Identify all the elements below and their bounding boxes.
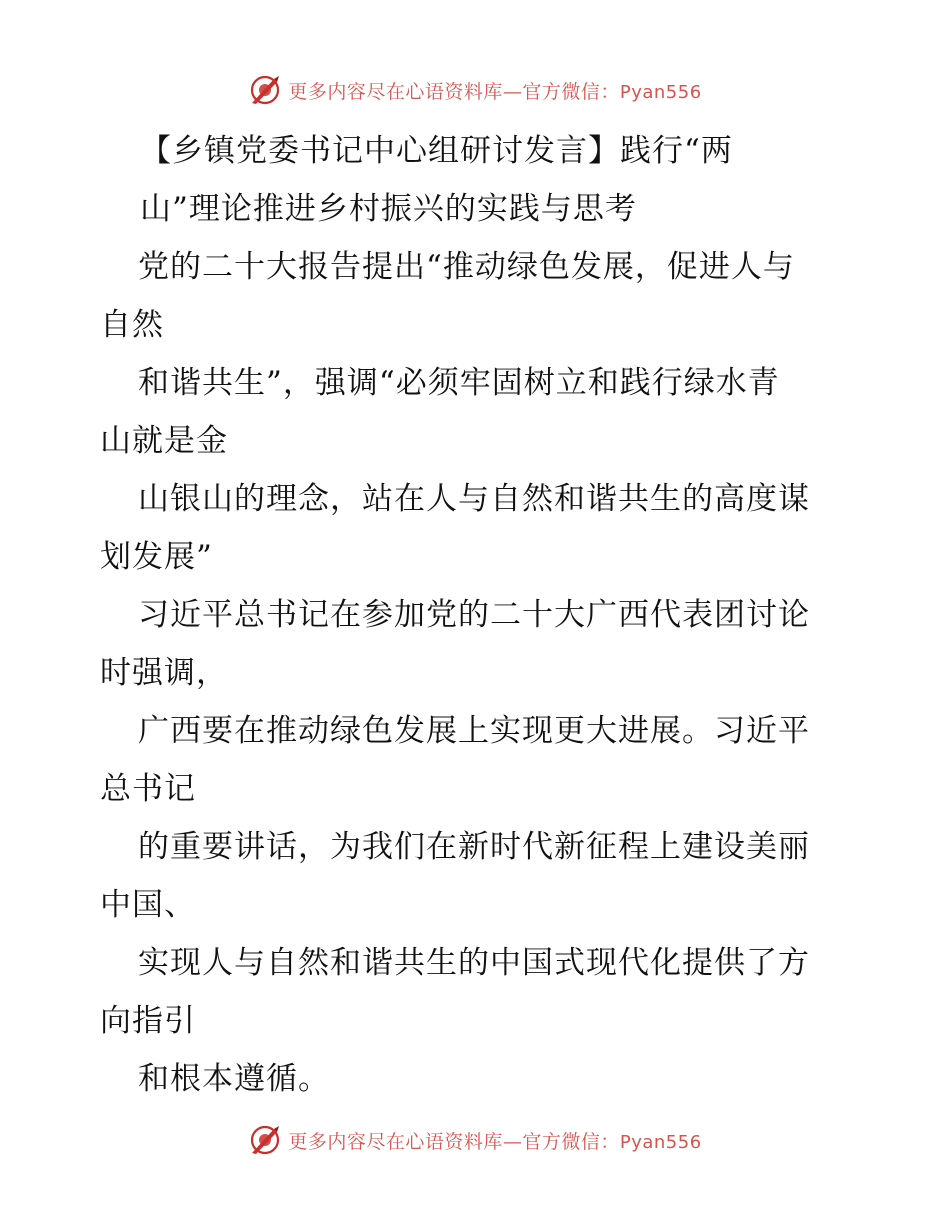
quill-pen-seal-icon	[248, 73, 282, 107]
footer-banner	[0, 1120, 950, 1160]
paragraph-line: 总书记	[100, 771, 196, 807]
paragraph-line: 向指引	[100, 1003, 196, 1039]
paragraph-line: 广西要在推动绿色发展上实现更大进展。习近平	[138, 713, 810, 749]
paragraph-line: 划发展”	[100, 539, 213, 575]
paragraph-line: 和根本遵循。	[138, 1061, 330, 1097]
paragraph-line: 中国、	[100, 887, 196, 923]
document-body	[100, 122, 860, 1108]
banner-text: 更多内容尽在心语资料库—官方微信：	[288, 1130, 620, 1153]
banner-handle: Pyan556	[619, 81, 702, 103]
quill-pen-seal-icon	[248, 1123, 282, 1157]
paragraph-line: 山就是金	[100, 423, 228, 459]
paragraph-line: 的重要讲话，为我们在新时代新征程上建设美丽	[138, 829, 810, 865]
banner-text: 更多内容尽在心语资料库—官方微信：	[288, 80, 620, 103]
paragraph-line: 和谐共生”，强调“必须牢固树立和践行绿水青	[138, 365, 780, 401]
paragraph-line: 山银山的理念，站在人与自然和谐共生的高度谋	[138, 481, 810, 517]
paragraph-line: 实现人与自然和谐共生的中国式现代化提供了方	[138, 945, 810, 981]
document-title-line-2: 山”理论推进乡村振兴的实践与思考	[140, 191, 637, 227]
header-banner	[0, 70, 950, 110]
paragraph-line: 党的二十大报告提出“推动绿色发展，促进人与	[138, 249, 795, 285]
banner-handle: Pyan556	[619, 1131, 702, 1153]
paragraph-line: 自然	[100, 307, 164, 343]
document-title-line-1: 【乡镇党委书记中心组研讨发言】践行“两	[140, 133, 733, 169]
paragraph-line: 习近平总书记在参加党的二十大广西代表团讨论	[138, 597, 810, 633]
paragraph-line: 时强调，	[100, 655, 228, 691]
